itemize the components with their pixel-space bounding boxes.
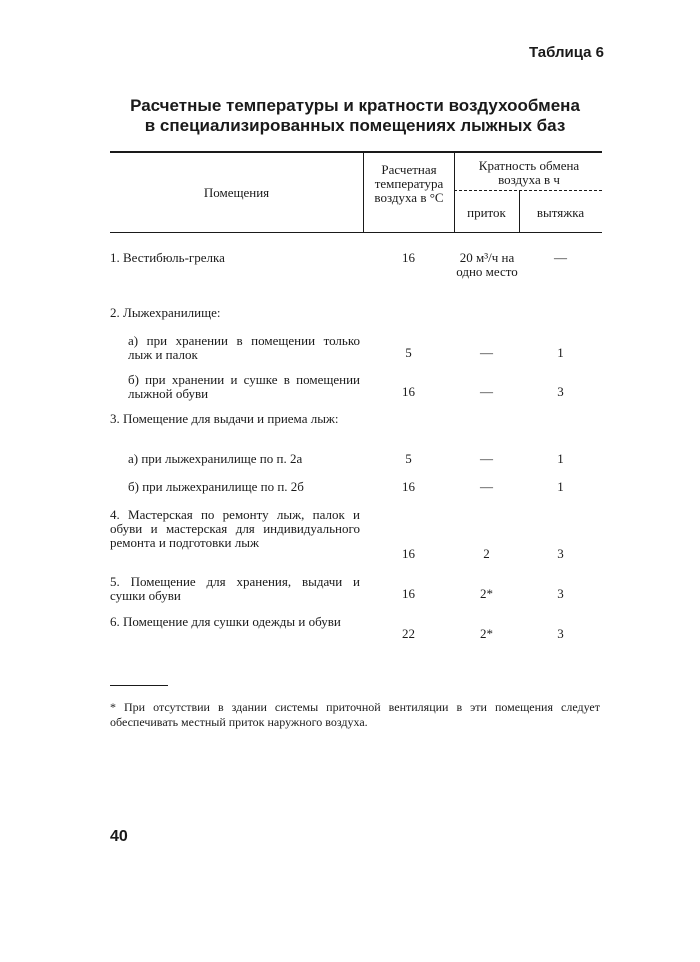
- table-label: Таблица 6: [528, 44, 604, 61]
- footnote-rule: [110, 685, 168, 686]
- table-row-exhaust: 1: [557, 345, 564, 360]
- table-row-name: 1. Вестибюль-грелка: [110, 250, 225, 265]
- table-row-name: а) при хранении в помещении только лыж и палок: [128, 333, 360, 362]
- title-line-1: Расчетные температуры и кратности воздухообмена: [130, 96, 580, 115]
- table-row-supply: —: [480, 451, 493, 466]
- table-row-temp: 5: [405, 345, 412, 360]
- table-row-temp: 16: [402, 479, 415, 494]
- header-rooms: Помещения: [203, 185, 270, 200]
- header-sub-rule: [454, 190, 602, 192]
- table-row-supply: —: [480, 345, 493, 360]
- table-title: [110, 96, 600, 136]
- table-row-supply: —: [480, 479, 493, 494]
- header-divider-1: [363, 153, 364, 232]
- title-line-2: в специализированных помещениях лыжных баз: [144, 116, 566, 135]
- header-temperature: Расчетная температура воздуха в °С: [374, 162, 444, 205]
- table-row-temp: 22: [402, 626, 415, 641]
- header-bottom-rule: [110, 232, 602, 233]
- header-exchange: Кратность обмена воздуха в ч: [478, 158, 580, 187]
- table-row-name: а) при лыжехранилище по п. 2а: [128, 451, 303, 466]
- table-row-name: б) при лыжехранилище по п. 2б: [128, 479, 304, 494]
- table-row-name: 6. Помещение для сушки одежды и обуви: [110, 614, 341, 629]
- table-row-supply: 2*: [480, 626, 493, 641]
- table-row-supply: 2*: [480, 586, 493, 601]
- table-row-temp: 16: [402, 586, 415, 601]
- table-row-temp: 5: [405, 451, 412, 466]
- table-row-name: 4. Мастерская по ремонту лыж, палок и обуви и мастерская для индивидуального ремонта и подготовки лыж: [110, 507, 360, 550]
- table-row-exhaust: 3: [557, 546, 564, 561]
- table-row-supply: 2: [483, 546, 490, 561]
- page-number: 40: [110, 828, 128, 845]
- table-row-supply: 20 м³/ч на одно место: [456, 250, 518, 279]
- header-divider-2: [454, 153, 455, 232]
- table-row-exhaust: 3: [557, 384, 564, 399]
- header-exhaust: вытяжка: [536, 205, 585, 220]
- table-top-rule: [110, 151, 602, 153]
- header-supply: приток: [467, 205, 506, 220]
- footnote: * При отсутствии в здании системы приточной вентиляции в эти помещения следует обеспечивать местный приток наружного воздуха.: [110, 700, 600, 729]
- table-row-name: б) при хранении и сушке в помещении лыжной обуви: [128, 372, 360, 401]
- table-row-exhaust: 1: [557, 451, 564, 466]
- table-row-exhaust: 3: [557, 586, 564, 601]
- table-row-temp: 16: [402, 384, 415, 399]
- table-row-name: 2. Лыжехранилище:: [110, 305, 221, 320]
- table-row-exhaust: 3: [557, 626, 564, 641]
- table-row-name: 5. Помещение для хранения, выдачи и сушки обуви: [110, 574, 360, 603]
- table-row-exhaust: 1: [557, 479, 564, 494]
- table-row-temp: 16: [402, 250, 415, 265]
- table-row-supply: —: [480, 384, 493, 399]
- table-row-temp: 16: [402, 546, 415, 561]
- table-row-exhaust: —: [554, 250, 567, 265]
- table-row-name: 3. Помещение для выдачи и приема лыж:: [110, 411, 339, 426]
